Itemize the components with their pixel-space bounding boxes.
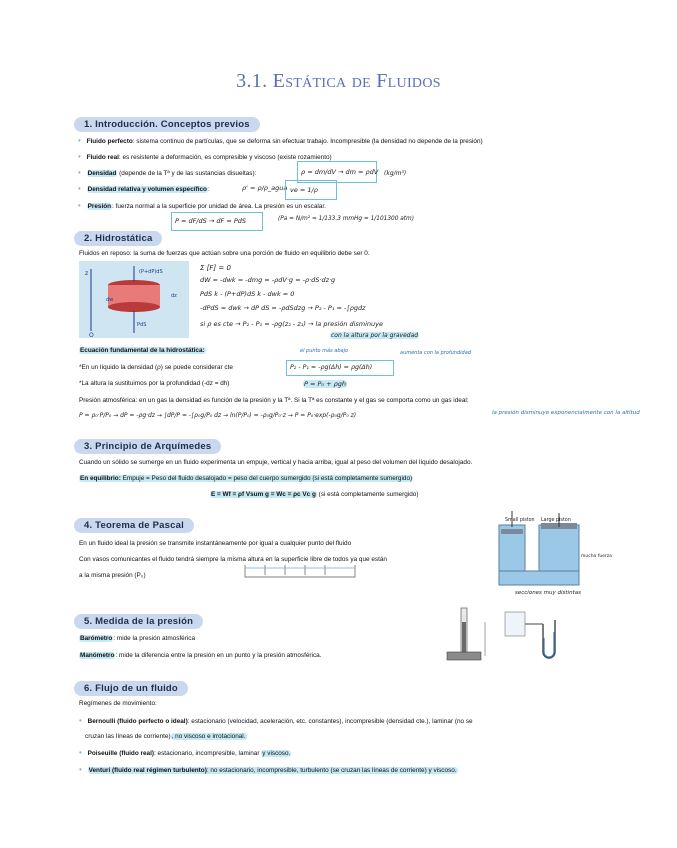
note-lower-point: el punto más abajo — [300, 348, 349, 354]
hand-eq-5: P₂ - P₁ = -ρg(Δh) = ρg(Δh) — [290, 364, 373, 371]
formula-tail: (si está completamente sumergido) — [316, 491, 419, 498]
hand-eq-3: -dPdS = dwk → dP dS = -ρdSdzg → P₂ - P₁ = -∫ρgdz — [200, 304, 366, 312]
bullet-fluido-perfecto — [78, 137, 483, 146]
rho-formula: ρ = dm/dV → dm = ρdV — [301, 168, 379, 176]
bernoulli-cont — [85, 733, 247, 741]
eq-line-2: *La altura la sustituimos por la profundidad (-dz = dh) — [79, 380, 230, 387]
term-text: : mide la diferencia entre la presión en un punto y la presión atmosférica. — [115, 652, 322, 659]
eq-text: Empuje = Peso del fluido desalojado = peso del cuerpo sumergido (si está completamente sumergido) — [120, 475, 413, 482]
rel-formula: ρ' = ρ/ρ_agua — [242, 184, 288, 192]
term-label: Presión — [87, 203, 112, 210]
pascal-line-2: Con vasos comunicantes el fluido tendrá siempre la misma altura en la superficie libre de todos ya que están — [79, 556, 387, 563]
term-tail: , no viscoso e irrotacional. — [171, 733, 246, 740]
term-label: Densidad relativa y volumen específico — [87, 186, 207, 193]
term-text: : — [207, 186, 210, 193]
fluid-element-diagram — [79, 261, 189, 338]
section-heading-medida: 5. Medida de la presión — [74, 614, 203, 629]
section-heading-hidrostatica: 2. Hidrostática — [74, 231, 162, 246]
atm-text: Presión atmosférica: en un gas la densidad es función de la presión y la Tª. Si la Tª es constante y el gas se comporta como un gas ideal: — [79, 397, 469, 404]
bullet-poiseuille — [79, 749, 291, 758]
communicating-vessels-sketch — [240, 560, 360, 582]
eq-label: Ecuación fundamental de la hidrostática: — [80, 347, 205, 354]
ve-formula: ve = 1/ρ — [290, 186, 318, 194]
term-label: Barómetro — [80, 635, 113, 642]
term-text: (depende de la Tª y de las sustancias disueltas): — [117, 170, 257, 177]
hidro-intro: Fluidos en reposo: la suma de fuerzas que actúan sobre una porción de fluido en equilibrio debe ser 0. — [79, 250, 370, 257]
eq-line-1: *En un líquido la densidad (ρ) se puede considerar cte — [79, 364, 233, 371]
manometer-figure — [503, 604, 575, 668]
hand-eq-6: P = P₀ + ρgh — [304, 380, 346, 388]
hand-eq-4: si ρ es cte → P₂ - P₁ = -ρg(z₂ - z₁) → la presión disminuye — [200, 320, 384, 328]
p-formula: P = dF/dS → dF = PdS — [175, 217, 246, 225]
section-heading-introduccion: 1. Introducción. Conceptos previos — [74, 117, 260, 132]
arq-formula — [210, 491, 418, 499]
bullet-presion — [78, 202, 326, 211]
svg-text:z: z — [85, 270, 89, 277]
term-text: cruzan las líneas de corriente) — [85, 733, 171, 740]
term-text: : fuerza normal a la superficie por unidad de área. La presión es un escalar. — [112, 203, 326, 210]
term-label: Fluido perfecto — [86, 138, 133, 145]
hand-eq-2: PdS k - (P+dP)dS k - dwk = 0 — [200, 290, 295, 298]
hydraulic-press-figure — [495, 507, 612, 599]
svg-text:PdS: PdS — [137, 322, 147, 328]
small-piston-label: Small piston — [505, 518, 535, 523]
force-note: mucha fuerza — [581, 554, 612, 559]
large-piston-label: Large piston — [541, 518, 571, 523]
pascal-line-3: a la misma presión (P₀) — [79, 572, 146, 579]
flujo-intro: Regímenes de movimiento: — [79, 700, 157, 707]
eq-label: En equilibrio: — [80, 475, 121, 482]
section-heading-arquimedes: 3. Principio de Arquímedes — [74, 439, 221, 454]
term-label: Fluido real — [86, 154, 119, 161]
term-text: : es resistente a deformación, es compresible y viscoso (existe rozamiento) — [118, 154, 332, 161]
section-heading-pascal: 4. Teorema de Pascal — [74, 518, 194, 533]
term-label: Venturi (fluido real régimen turbulento) — [88, 767, 207, 774]
svg-text:dz: dz — [171, 293, 177, 299]
pascal-line-1: En un fluido ideal la presión se transmite instantáneamente por igual a cualquier punto del fluido — [79, 540, 352, 547]
manometro — [79, 652, 322, 660]
term-text: : sistema continuo de partículas, que se deforma sin efectuar trabajo. Incompresible (la densidad no depende de la presión) — [132, 138, 483, 145]
term-text: : no estacionario, incompresible, turbulento (se cruzan las líneas de corriente) y viscoso. — [206, 767, 457, 774]
atm-note: la presión disminuye exponencialmente con la altitud — [492, 410, 640, 416]
svg-text:(P+dP)dS: (P+dP)dS — [139, 269, 163, 275]
hand-eq-1: dW = -dwk = -dmg = -ρdV·g = -ρ·dS·dz·g — [200, 276, 336, 284]
arq-intro: Cuando un sólido se sumerge en un fluido experimenta un empuje, vertical y hacia arriba, igual al peso del volumen del líquido desalojado. — [79, 459, 473, 466]
svg-text:O: O — [89, 332, 94, 339]
atm-eq: P = ρ₀·P/P₀ → dP = -ρg·dz → ∫dP/P = -∫ρ₀g/P₀ dz → ln(P/P₀) = -ρ₀g/P₀·z → P = P₀·exp(-ρ₀g/P₀ z) — [79, 412, 357, 419]
hand-eq-4b: con la altura por la gravedad — [331, 332, 419, 339]
bullet-fluido-real — [78, 153, 332, 162]
arq-equilibrio — [79, 475, 413, 483]
term-label: Poiseuille (fluido real) — [87, 750, 154, 757]
term-text: : mide la presión atmosférica — [113, 635, 196, 642]
term-text: : estacionario (velocidad, aceleración, etc. constantes), incompresible (densidad cte.), laminar (no se — [187, 718, 473, 725]
bullet-densidad-relativa — [78, 185, 210, 194]
pa-units: (Pa = N/m² = 1/133.3 mmHg = 1/101300 atm) — [278, 216, 414, 222]
sections-note: secciones muy distintas — [515, 590, 581, 596]
units-rho: (kg/m³) — [384, 170, 407, 177]
bullet-densidad — [78, 169, 256, 178]
term-text: : estacionario, incompresible, laminar — [154, 750, 262, 757]
barometro — [79, 635, 195, 643]
bullet-bernoulli — [79, 717, 473, 726]
barometer-figure — [437, 604, 495, 668]
bullet-venturi — [79, 766, 458, 775]
note-depth: aumenta con la profundidad — [400, 350, 471, 356]
term-label: Manómetro — [80, 652, 115, 659]
sum-forces: Σ [F] = 0 — [200, 264, 231, 272]
svg-text:dw: dw — [106, 297, 114, 303]
term-tail: y viscoso. — [262, 750, 291, 757]
page-title: 3.1. Estática de Fluidos — [236, 70, 441, 92]
formula: E = Wf = ρf Vsum g = Wc = ρc Vc g — [211, 491, 316, 498]
ecuacion-fundamental-label — [79, 347, 206, 355]
term-label: Densidad — [87, 170, 117, 177]
section-heading-flujo: 6. Flujo de un fluido — [74, 681, 188, 696]
term-label: Bernoulli (fluido perfecto o ideal) — [87, 718, 188, 725]
